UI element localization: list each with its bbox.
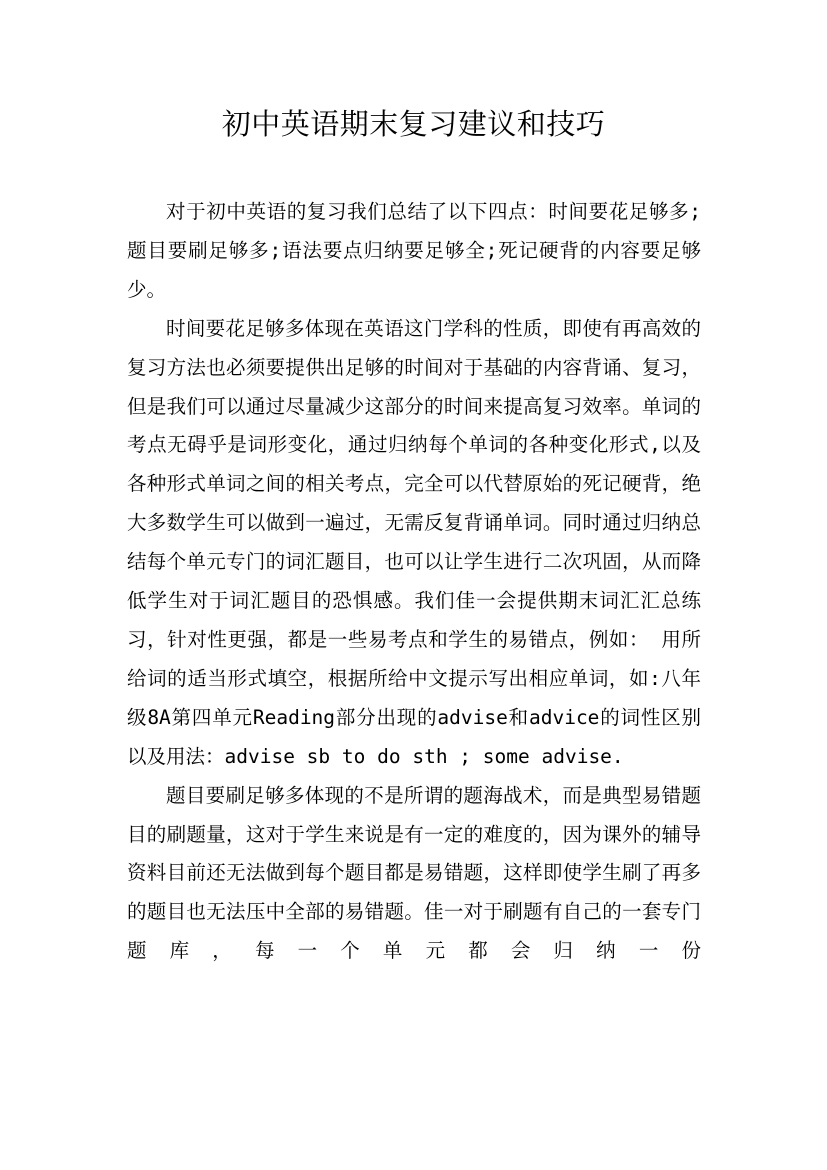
document-body (127, 193, 701, 971)
document-title: 初中英语期末复习建议和技巧 (221, 107, 606, 141)
paragraph-1: 对于初中英语的复习我们总结了以下四点：时间要花足够多;题目要刷足够多;语法要点归纳要足够全;死记硬背的内容要足够少。 (127, 200, 701, 301)
paragraph-2: 时间要花足够多体现在英语这门学科的性质，即使有再高效的复习方法也必须要提供出足够的时间对于基础的内容背诵、复习，但是我们可以通过尽量减少这部分的时间来提高复习效率。单词的考点无碍乎是词形变化，通过归纳每个单词的各种变化形式,以及各种形式单词之间的相关考点，完全可以代替原始的死记硬背，绝大多数学生可以做到一遍过，无需反复背诵单词。同时通过归纳总结每个单元专门的词汇题目，也可以让学生进行二次巩固，从而降低学生对于词汇题目的恐惧感。我们佳一会提供期末词汇汇总练习，针对性更强，都是一些易考点和学生的易错点，例如： 用所给词的适当形式填空，根据所给中文提示写出相应单词，如:八年级8A第四单元Reading部分出现的advise和advice的词性区别以及用法：advise sb to do sth ; some advise. (127, 316, 701, 768)
paragraph-3: 题目要刷足够多体现的不是所谓的题海战术，而是典型易错题目的刷题量，这对于学生来说是有一定的难度的，因为课外的辅导资料目前还无法做到每个题目都是易错题，这样即使学生刷了再多的题目也无法压中全部的易错题。佳一对于刷题有自己的一套专门题库，每一个单元都会归纳一份 (127, 783, 701, 963)
